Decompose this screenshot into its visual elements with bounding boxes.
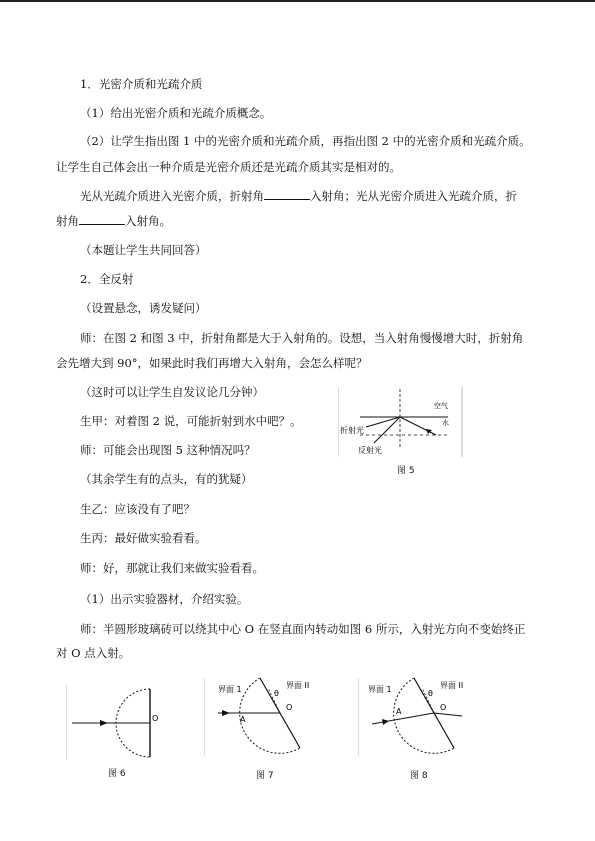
fill-text-c: 射角 bbox=[56, 214, 79, 228]
fig5-label-air: 空气 bbox=[434, 402, 448, 410]
fig7-label-o: O bbox=[286, 703, 293, 712]
teacher-explain-line2: 对 O 点入射。 bbox=[56, 646, 131, 660]
fig8-label-o: O bbox=[440, 703, 447, 712]
fig5-label-reflected: 反射光 bbox=[358, 446, 382, 455]
section1-note: （本题让学生共同回答） bbox=[80, 243, 207, 257]
fill-text-b: 入射角；光从光密介质进入光疏介质，折 bbox=[310, 189, 517, 203]
fig6-label-o: O bbox=[152, 714, 159, 723]
section1-item2-line2: 让学生自己体会出一种介质是光密介质还是光疏介质其实是相对的。 bbox=[56, 160, 401, 174]
fig5-caption: 图 5 bbox=[397, 466, 415, 476]
student-b-answer: 生乙：应该没有了吧？ bbox=[80, 502, 195, 516]
figure-5 bbox=[338, 385, 463, 460]
teacher-response: 师：好，那就让我们来做实验看看。 bbox=[80, 561, 264, 575]
fill-sentence-line1 bbox=[80, 189, 517, 203]
fig7-label-face2: 界面 II bbox=[286, 681, 310, 690]
top-rule bbox=[0, 0, 595, 2]
fill-text-a: 光从光疏介质进入光密介质，折射角 bbox=[80, 189, 264, 203]
answer-blank-2[interactable] bbox=[79, 214, 125, 225]
fig5-arrow bbox=[426, 429, 432, 434]
fig5-incident-ray bbox=[400, 417, 436, 435]
fig8-label-face2: 界面 II bbox=[440, 681, 464, 690]
fig5-label-refracted: 折射光 bbox=[340, 426, 364, 435]
fig8-caption: 图 8 bbox=[410, 771, 428, 781]
fig6-arrow bbox=[100, 720, 108, 726]
teacher-question-2: 师：可能会出现图 5 这种情况吗？ bbox=[80, 443, 256, 457]
fig7-label-face1: 界面 1 bbox=[218, 685, 242, 694]
discussion-note: （这时可以让学生自发议论几分钟） bbox=[80, 385, 264, 399]
fig6-caption: 图 6 bbox=[108, 769, 126, 779]
section1-heading: 1．光密介质和光疏介质 bbox=[80, 77, 203, 91]
answer-blank-1[interactable] bbox=[264, 189, 310, 200]
fig8-label-face1: 界面 1 bbox=[368, 685, 392, 694]
fig8-incident-ray bbox=[372, 713, 434, 724]
fill-sentence-line2 bbox=[56, 214, 171, 228]
section2-heading: 2．全反射 bbox=[80, 272, 134, 286]
fig7-arrow bbox=[222, 710, 230, 716]
figure-6 bbox=[66, 683, 171, 763]
section1-item2-line1: （2）让学生指出图 1 中的光密介质和光疏介质，再指出图 2 中的光密介质和光疏介质。 bbox=[80, 134, 531, 148]
show-equipment: （1）出示实验器材，介绍实验。 bbox=[80, 592, 249, 606]
fill-text-d: 入射角。 bbox=[125, 214, 171, 228]
section2-suspense: （设置悬念，诱发疑问） bbox=[80, 301, 207, 315]
fig8-label-theta: θ bbox=[428, 689, 433, 698]
section1-item1: （1）给出光密介质和光疏介质概念。 bbox=[80, 106, 272, 120]
fig8-label-a: A bbox=[396, 707, 402, 716]
fig5-label-water: 水 bbox=[442, 419, 449, 427]
fig8-arrow bbox=[382, 719, 389, 725]
student-a-answer: 生甲：对着图 2 说，可能折射到水中吧？。 bbox=[80, 414, 302, 428]
teacher-explain-line1: 师：半圆形玻璃砖可以绕其中心 O 在竖直面内转动如图 6 所示，入射光方向不变始终正 bbox=[80, 622, 526, 636]
teacher-question-line1: 师：在图 2 和图 3 中，折射角都是大于入射角的。设想，当入射角慢慢增大时，折射角 bbox=[80, 331, 524, 345]
figure-8 bbox=[358, 676, 478, 761]
teacher-question-line2: 会先增大到 90°，如果此时我们再增大入射角，会怎么样呢？ bbox=[56, 356, 368, 370]
figure-7 bbox=[204, 676, 324, 761]
others-reaction: （其余学生有的点头，有的犹疑） bbox=[80, 472, 253, 486]
fig7-caption: 图 7 bbox=[256, 771, 274, 781]
fig7-label-a: A bbox=[240, 715, 246, 724]
fig7-label-theta: θ bbox=[274, 689, 279, 698]
fig8-refracted-ray bbox=[434, 713, 462, 716]
student-c-answer: 生丙：最好做实验看看。 bbox=[80, 531, 207, 545]
